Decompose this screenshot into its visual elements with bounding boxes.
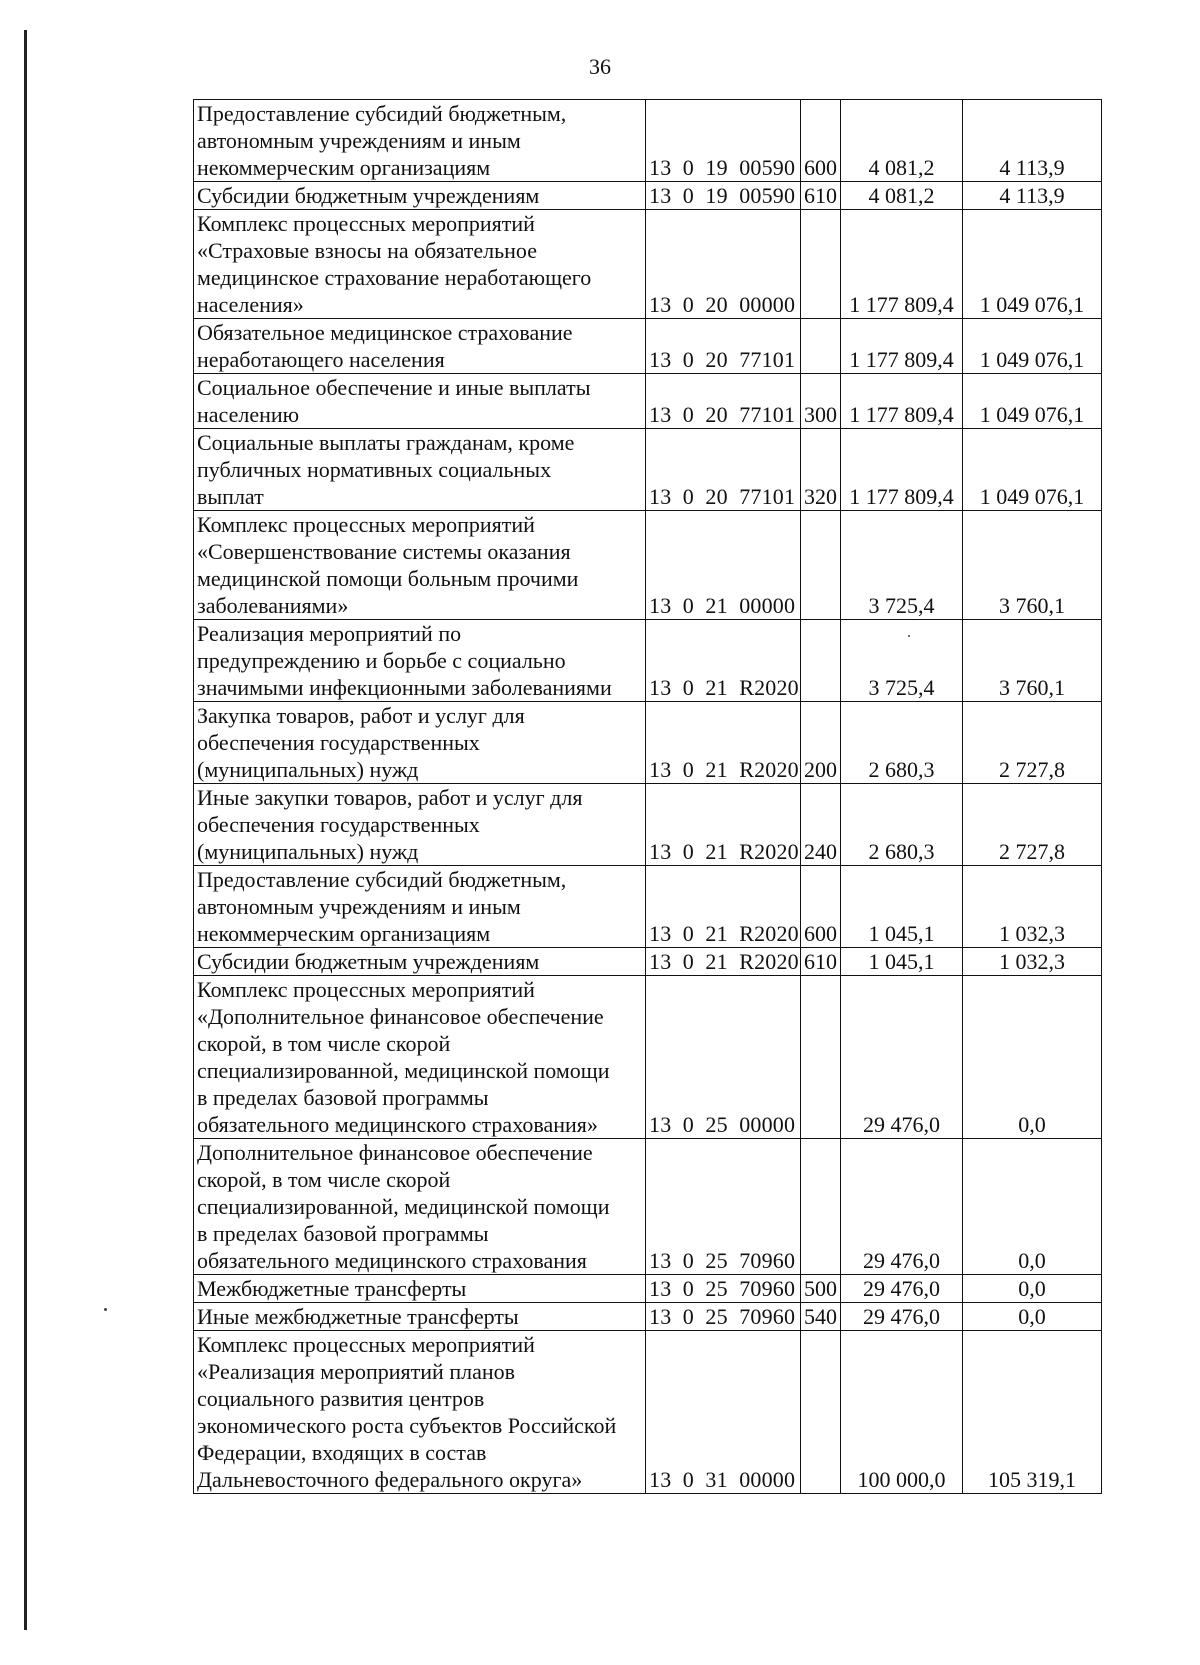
row-name-line: (муниципальных) нужд xyxy=(197,757,419,782)
row-value-2023: 1 045,1 xyxy=(841,948,963,976)
row-name-line: Обязательное медицинское страхование xyxy=(197,320,573,345)
row-expense-kind: 240 xyxy=(801,784,841,866)
row-name-line: Закупка товаров, работ и услуг для xyxy=(197,703,525,728)
row-target-code: 13 0 21 R2020 xyxy=(646,866,801,948)
row-target-code: 13 0 25 70960 xyxy=(646,1275,801,1303)
row-name-line: экономического роста субъектов Российской xyxy=(197,1413,617,1438)
row-expense-kind xyxy=(801,1331,841,1494)
row-name-line: Реализация мероприятий по xyxy=(197,621,462,646)
row-value-2023: 29 476,0 xyxy=(841,1139,963,1275)
table-row xyxy=(194,100,1102,182)
row-name-line: Субсидии бюджетным учреждениям xyxy=(197,183,540,208)
row-name xyxy=(194,511,646,620)
row-value-2023: 3 725,4 xyxy=(841,511,963,620)
budget-table xyxy=(193,99,1102,1494)
row-target-code: 13 0 25 70960 xyxy=(646,1139,801,1275)
row-name-line: Социальное обеспечение и иные выплаты xyxy=(197,375,591,400)
row-target-code: 13 0 25 70960 xyxy=(646,1303,801,1331)
row-expense-kind: 200 xyxy=(801,702,841,784)
scan-speck xyxy=(104,1308,107,1311)
row-name-line: Федерации, входящих в состав xyxy=(197,1440,487,1465)
table-row xyxy=(194,429,1102,511)
table-row xyxy=(194,210,1102,319)
row-target-code: 13 0 31 00000 xyxy=(646,1331,801,1494)
row-expense-kind xyxy=(801,1139,841,1275)
table-row xyxy=(194,1275,1102,1303)
scan-edge-line xyxy=(24,30,27,1630)
row-value-2023: 4 081,2 xyxy=(841,182,963,210)
row-value-2023: 29 476,0 xyxy=(841,976,963,1139)
row-name xyxy=(194,1275,646,1303)
row-expense-kind xyxy=(801,319,841,374)
row-name-line: (муниципальных) нужд xyxy=(197,839,419,864)
row-name-line: Иные межбюджетные трансферты xyxy=(197,1304,519,1329)
row-name-line: Комплекс процессных мероприятий xyxy=(197,977,535,1002)
row-target-code: 13 0 21 R2020 xyxy=(646,948,801,976)
row-name-line: обязательного медицинского страхования» xyxy=(197,1112,598,1137)
row-value-2023: 2 680,3 xyxy=(841,702,963,784)
row-name xyxy=(194,1139,646,1275)
row-value-2023: 1 177 809,4 xyxy=(841,429,963,511)
table-row xyxy=(194,948,1102,976)
row-value-2023: 1 177 809,4 xyxy=(841,319,963,374)
row-value-2024: 0,0 xyxy=(963,1275,1102,1303)
row-target-code: 13 0 21 R2020 xyxy=(646,702,801,784)
table-row xyxy=(194,1303,1102,1331)
row-name xyxy=(194,374,646,429)
row-name-line: населения» xyxy=(197,292,304,317)
row-value-2024: 0,0 xyxy=(963,1303,1102,1331)
row-name-line: в пределах базовой программы xyxy=(197,1221,489,1246)
row-name-line: Предоставление субсидий бюджетным, xyxy=(197,867,567,892)
row-name xyxy=(194,620,646,702)
row-name-line: Комплекс процессных мероприятий xyxy=(197,1332,535,1357)
row-name xyxy=(194,100,646,182)
page-number: 36 xyxy=(589,54,611,79)
table-row xyxy=(194,319,1102,374)
row-name-line: в пределах базовой программы xyxy=(197,1085,489,1110)
row-name xyxy=(194,429,646,511)
row-value-2024: 1 032,3 xyxy=(963,948,1102,976)
row-value-2024: 3 760,1 xyxy=(963,620,1102,702)
row-name-line: предупреждению и борьбе с социально xyxy=(197,648,566,673)
row-name-line: скорой, в том числе скорой xyxy=(197,1031,451,1056)
row-expense-kind: 320 xyxy=(801,429,841,511)
row-expense-kind xyxy=(801,511,841,620)
row-target-code: 13 0 20 77101 xyxy=(646,429,801,511)
table-row xyxy=(194,1139,1102,1275)
table-row xyxy=(194,620,1102,702)
table-row xyxy=(194,702,1102,784)
row-value-2024: 1 049 076,1 xyxy=(963,374,1102,429)
row-value-2024: 4 113,9 xyxy=(963,182,1102,210)
row-name xyxy=(194,210,646,319)
row-target-code: 13 0 20 77101 xyxy=(646,319,801,374)
row-target-code: 13 0 20 00000 xyxy=(646,210,801,319)
row-value-2024: 2 727,8 xyxy=(963,702,1102,784)
row-name-line: значимыми инфекционными заболеваниями xyxy=(197,675,612,700)
row-name-line: Предоставление субсидий бюджетным, xyxy=(197,101,567,126)
row-name-line: медицинское страхование неработающего xyxy=(197,265,592,290)
row-value-2023: 3 725,4 xyxy=(841,620,963,702)
row-expense-kind xyxy=(801,620,841,702)
table-row xyxy=(194,976,1102,1139)
row-value-2024: 1 049 076,1 xyxy=(963,319,1102,374)
row-value-2023: 2 680,3 xyxy=(841,784,963,866)
row-expense-kind: 500 xyxy=(801,1275,841,1303)
row-expense-kind: 600 xyxy=(801,100,841,182)
row-name xyxy=(194,784,646,866)
table-row xyxy=(194,511,1102,620)
row-value-2023: 29 476,0 xyxy=(841,1303,963,1331)
row-name xyxy=(194,319,646,374)
row-value-2024: 4 113,9 xyxy=(963,100,1102,182)
row-name-line: публичных нормативных социальных xyxy=(197,457,552,482)
row-name-line: Межбюджетные трансферты xyxy=(197,1276,467,1301)
row-name xyxy=(194,948,646,976)
row-name xyxy=(194,866,646,948)
row-target-code: 13 0 25 00000 xyxy=(646,976,801,1139)
row-name-line: населению xyxy=(197,402,300,427)
table-row xyxy=(194,784,1102,866)
row-expense-kind xyxy=(801,210,841,319)
row-name-line: заболеваниями» xyxy=(197,593,349,618)
row-value-2024: 1 049 076,1 xyxy=(963,429,1102,511)
row-target-code: 13 0 21 00000 xyxy=(646,511,801,620)
row-target-code: 13 0 21 R2020 xyxy=(646,620,801,702)
row-value-2024: 105 319,1 xyxy=(963,1331,1102,1494)
row-target-code: 13 0 21 R2020 xyxy=(646,784,801,866)
row-expense-kind: 610 xyxy=(801,948,841,976)
scan-speck xyxy=(908,635,910,637)
row-name-line: Иные закупки товаров, работ и услуг для xyxy=(197,785,583,810)
row-target-code: 13 0 19 00590 xyxy=(646,100,801,182)
row-name-line: «Совершенствование системы оказания xyxy=(197,539,571,564)
row-name-line: Дальневосточного федерального округа» xyxy=(197,1467,583,1492)
row-name-line: Субсидии бюджетным учреждениям xyxy=(197,949,540,974)
row-name xyxy=(194,1303,646,1331)
table-row xyxy=(194,374,1102,429)
row-name-line: скорой, в том числе скорой xyxy=(197,1167,451,1192)
row-name-line: «Дополнительное финансовое обеспечение xyxy=(197,1004,604,1029)
row-name-line: Комплекс процессных мероприятий xyxy=(197,512,535,537)
table-row xyxy=(194,182,1102,210)
row-value-2024: 1 049 076,1 xyxy=(963,210,1102,319)
row-name-line: обеспечения государственных xyxy=(197,730,480,755)
row-value-2023: 100 000,0 xyxy=(841,1331,963,1494)
row-name xyxy=(194,1331,646,1494)
row-name-line: автономным учреждениям и иным xyxy=(197,894,521,919)
row-value-2024: 2 727,8 xyxy=(963,784,1102,866)
row-name-line: Комплекс процессных мероприятий xyxy=(197,211,535,236)
row-expense-kind: 610 xyxy=(801,182,841,210)
row-name-line: обеспечения государственных xyxy=(197,812,480,837)
row-name-line: «Страховые взносы на обязательное xyxy=(197,238,537,263)
table-row xyxy=(194,1331,1102,1494)
row-value-2024: 3 760,1 xyxy=(963,511,1102,620)
row-value-2024: 1 032,3 xyxy=(963,866,1102,948)
row-value-2023: 4 081,2 xyxy=(841,100,963,182)
row-expense-kind: 540 xyxy=(801,1303,841,1331)
row-name-line: Дополнительное финансовое обеспечение xyxy=(197,1140,593,1165)
row-value-2023: 1 177 809,4 xyxy=(841,210,963,319)
row-value-2023: 1 177 809,4 xyxy=(841,374,963,429)
row-name xyxy=(194,976,646,1139)
row-name-line: специализированной, медицинской помощи xyxy=(197,1058,610,1083)
row-target-code: 13 0 20 77101 xyxy=(646,374,801,429)
row-name-line: «Реализация мероприятий планов xyxy=(197,1359,516,1384)
row-value-2024: 0,0 xyxy=(963,1139,1102,1275)
row-value-2024: 0,0 xyxy=(963,976,1102,1139)
row-expense-kind: 300 xyxy=(801,374,841,429)
row-name-line: специализированной, медицинской помощи xyxy=(197,1194,610,1219)
row-name-line: некоммерческим организациям xyxy=(197,155,491,180)
row-target-code: 13 0 19 00590 xyxy=(646,182,801,210)
row-name-line: некоммерческим организациям xyxy=(197,921,491,946)
row-expense-kind: 600 xyxy=(801,866,841,948)
row-name xyxy=(194,702,646,784)
row-value-2023: 1 045,1 xyxy=(841,866,963,948)
row-expense-kind xyxy=(801,976,841,1139)
row-name-line: медицинской помощи больным прочими xyxy=(197,566,579,591)
table-row xyxy=(194,866,1102,948)
row-name-line: неработающего населения xyxy=(197,347,445,372)
row-value-2023: 29 476,0 xyxy=(841,1275,963,1303)
row-name-line: автономным учреждениям и иным xyxy=(197,128,521,153)
row-name-line: выплат xyxy=(197,484,264,509)
row-name-line: Социальные выплаты гражданам, кроме xyxy=(197,430,575,455)
row-name-line: социального развития центров xyxy=(197,1386,485,1411)
row-name-line: обязательного медицинского страхования xyxy=(197,1248,587,1273)
row-name xyxy=(194,182,646,210)
